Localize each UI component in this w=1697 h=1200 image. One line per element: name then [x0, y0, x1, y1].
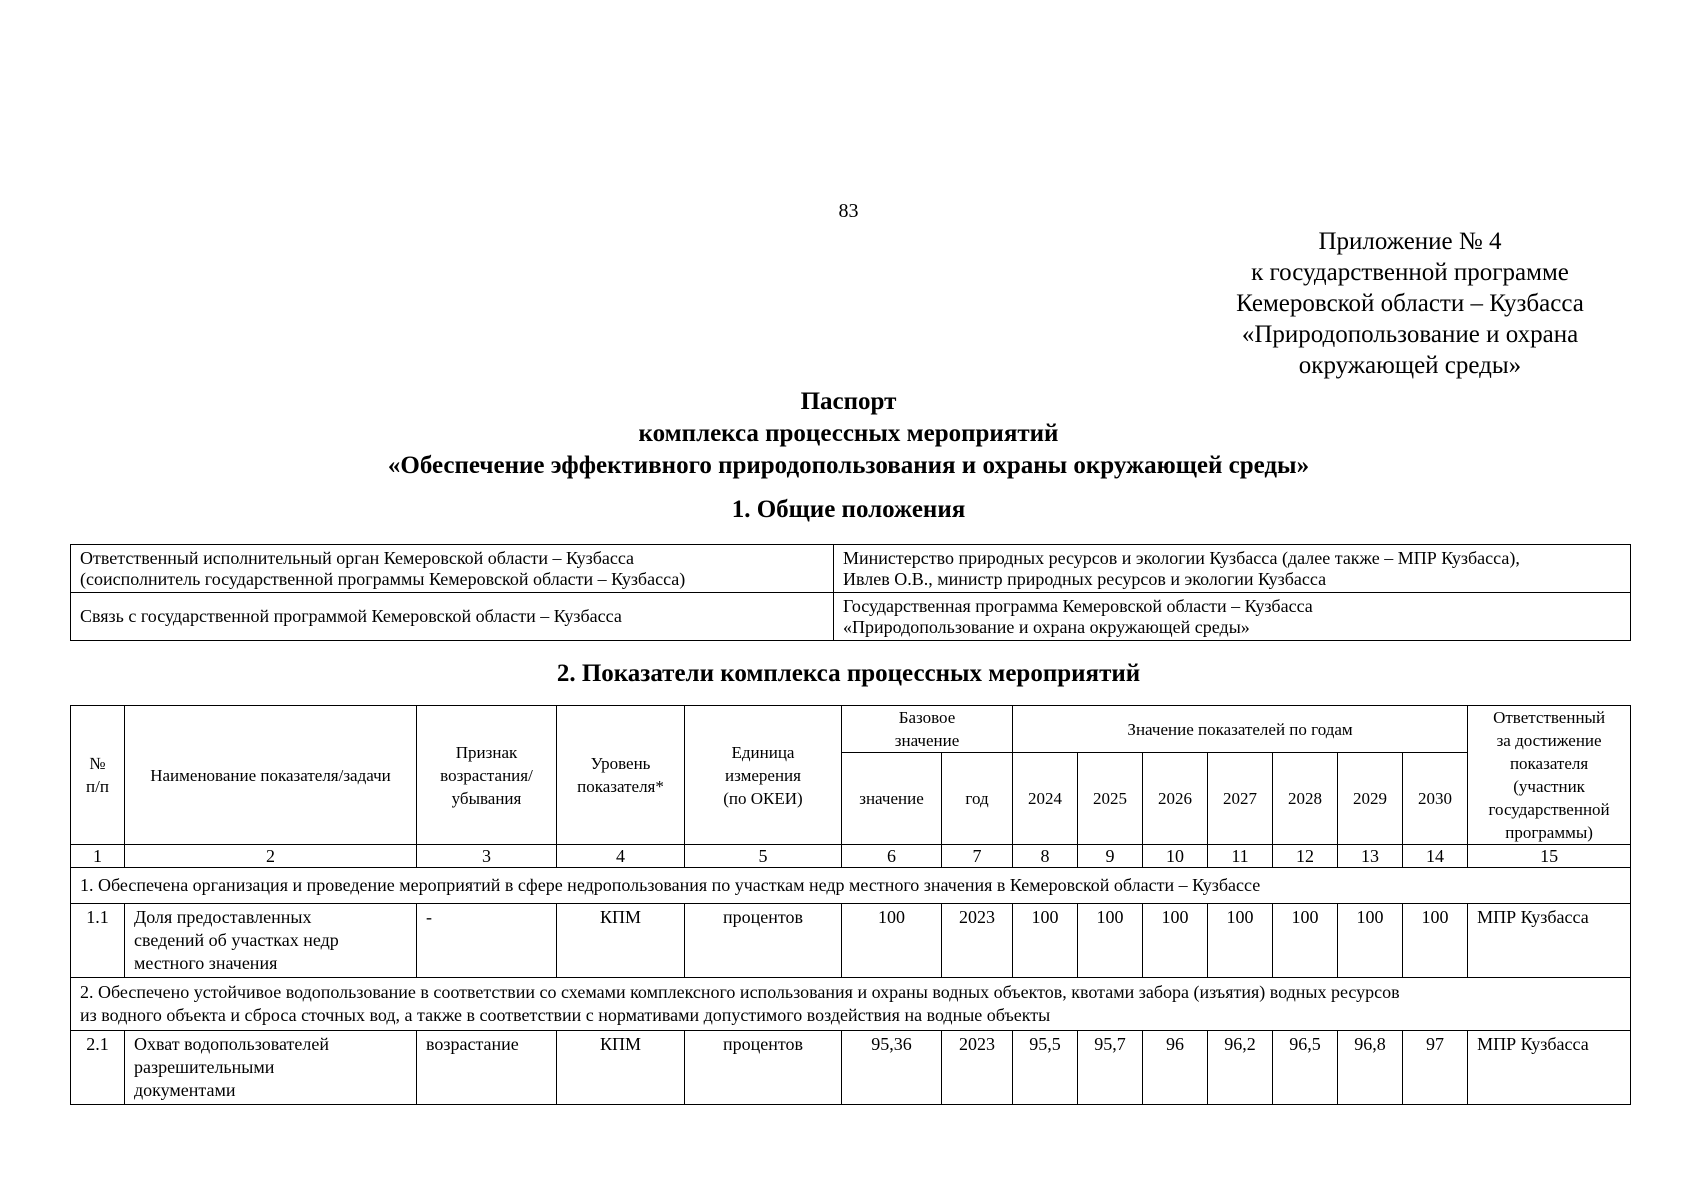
text-line: Базовое [898, 708, 956, 727]
header-years-group: Значение показателей по годам [1013, 706, 1468, 753]
row-name [125, 1031, 417, 1105]
row-name [125, 904, 417, 978]
task-title [71, 978, 1631, 1031]
text-line: сведений об участках недр [134, 930, 339, 950]
text-line: Единица [731, 742, 795, 762]
page-number: 83 [838, 200, 859, 222]
header-year: 2028 [1273, 753, 1338, 845]
column-number: 15 [1468, 845, 1631, 868]
row-base-year: 2023 [942, 1031, 1013, 1105]
text-line: показателя* [577, 777, 664, 796]
row-year-value: 96 [1143, 1031, 1208, 1105]
row-responsible: МПР Кузбасса [1468, 1031, 1631, 1105]
task-row [71, 978, 1631, 1031]
text-line: п/п [86, 777, 109, 796]
header-base-value: значение [842, 753, 942, 845]
row-value [834, 593, 1631, 641]
appendix-line: к государственной программе [1251, 259, 1569, 286]
header-row [71, 706, 1631, 753]
row-base-value: 100 [842, 904, 942, 978]
row-responsible: МПР Кузбасса [1468, 904, 1631, 978]
column-number: 13 [1338, 845, 1403, 868]
task-title: 1. Обеспечена организация и проведение мероприятий в сфере недропользования по участкам недр местного значения в Кемеровской области – Кузбассе [71, 868, 1631, 904]
text-line: № [89, 754, 106, 773]
row-label [71, 545, 834, 593]
row-base-value: 95,36 [842, 1031, 942, 1105]
text-line: Министерство природных ресурсов и экологии Кузбасса (далее также – МПР Кузбасса), [843, 547, 1520, 568]
header-base [842, 706, 1013, 753]
table-row [71, 904, 1631, 978]
row-year-value: 95,5 [1013, 1031, 1078, 1105]
text-line: (соисполнитель государственной программы Кемеровской области – Кузбасса) [80, 568, 686, 589]
text-line: за достижение [1496, 731, 1602, 750]
column-number: 5 [685, 845, 842, 868]
header-year: 2030 [1403, 753, 1468, 845]
header-year: 2029 [1338, 753, 1403, 845]
row-year-value: 100 [1208, 904, 1273, 978]
task-row [71, 868, 1631, 904]
text-line: Доля предоставленных [134, 907, 312, 927]
appendix-line: Приложение № 4 [1318, 228, 1502, 255]
header-name: Наименование показателя/задачи [125, 706, 417, 845]
row-label: Связь с государственной программой Кемеровской области – Кузбасса [71, 593, 834, 641]
row-num: 1.1 [71, 904, 125, 978]
appendix-line: Кемеровской области – Кузбасса [1236, 290, 1584, 317]
row-year-value: 96,5 [1273, 1031, 1338, 1105]
row-sign: возрастание [417, 1031, 557, 1105]
row-year-value: 100 [1078, 904, 1143, 978]
header-num [71, 706, 125, 845]
column-number: 14 [1403, 845, 1468, 868]
text-line: значение [894, 731, 960, 750]
column-number: 6 [842, 845, 942, 868]
row-year-value: 96,2 [1208, 1031, 1273, 1105]
title-line: «Обеспечение эффективного природопользования и охраны окружающей среды» [387, 452, 1310, 479]
header-year: 2026 [1143, 753, 1208, 845]
appendix-line: «Природопользование и охрана [1241, 321, 1579, 348]
section-2-heading: 2. Показатели комплекса процессных мероприятий [556, 660, 1141, 687]
header-year: 2025 [1078, 753, 1143, 845]
header-responsible [1468, 706, 1631, 845]
text-line: Ответственный исполнительный орган Кемеровской области – Кузбасса [80, 547, 635, 568]
row-year-value: 100 [1013, 904, 1078, 978]
row-year-value: 95,7 [1078, 1031, 1143, 1105]
row-level: КПМ [557, 904, 685, 978]
text-line: из водного объекта и сброса сточных вод, а также в соответствии с нормативами допустимого воздействия на водные объекты [80, 1005, 1051, 1025]
row-base-year: 2023 [942, 904, 1013, 978]
row-unit: процентов [685, 904, 842, 978]
text-line: (участник [1513, 777, 1585, 796]
text-line: Ответственный [1493, 708, 1606, 727]
row-year-value: 97 [1403, 1031, 1468, 1105]
row-year-value: 100 [1403, 904, 1468, 978]
text-line: разрешительными [134, 1057, 275, 1077]
text-line: (по ОКЕИ) [723, 788, 803, 808]
title-line: комплекса процессных мероприятий [638, 420, 1059, 447]
header-year: 2027 [1208, 753, 1273, 845]
table-row [71, 1031, 1631, 1105]
column-number: 11 [1208, 845, 1273, 868]
row-year-value: 100 [1338, 904, 1403, 978]
text-line: государственной [1488, 800, 1610, 819]
row-value [834, 545, 1631, 593]
row-level: КПМ [557, 1031, 685, 1105]
title-line: Паспорт [800, 388, 897, 415]
document-title [0, 386, 1697, 482]
appendix-note [1200, 226, 1620, 381]
header-unit [685, 706, 842, 845]
text-line: «Природопользование и охрана окружающей среды» [843, 616, 1250, 637]
column-number-row [71, 845, 1631, 868]
table-row [71, 593, 1631, 641]
text-line: Государственная программа Кемеровской области – Кузбасса [843, 595, 1313, 616]
row-sign: - [417, 904, 557, 978]
column-number: 2 [125, 845, 417, 868]
column-number: 12 [1273, 845, 1338, 868]
header-base-year: год [942, 753, 1013, 845]
column-number: 1 [71, 845, 125, 868]
header-sign [417, 706, 557, 845]
text-line: Ивлев О.В., министр природных ресурсов и экологии Кузбасса [843, 568, 1327, 589]
row-year-value: 96,8 [1338, 1031, 1403, 1105]
header-year: 2024 [1013, 753, 1078, 845]
indicators-table [70, 705, 1631, 1105]
text-line: измерения [725, 765, 801, 785]
row-year-value: 100 [1273, 904, 1338, 978]
text-line: местного значения [134, 953, 278, 973]
row-unit: процентов [685, 1031, 842, 1105]
text-line: 2. Обеспечено устойчивое водопользование в соответствии со схемами комплексного использования и охраны водных объектов, квотами забора (изъятия) водных ресурсов [80, 982, 1400, 1002]
text-line: Признак [455, 742, 518, 762]
section-1-heading: 1. Общие положения [731, 496, 966, 523]
column-number: 4 [557, 845, 685, 868]
column-number: 10 [1143, 845, 1208, 868]
table-row [71, 545, 1631, 593]
appendix-line: окружающей среды» [1298, 352, 1522, 379]
text-line: показателя [1509, 754, 1589, 773]
column-number: 7 [942, 845, 1013, 868]
column-number: 3 [417, 845, 557, 868]
text-line: убывания [451, 788, 522, 808]
text-line: документами [134, 1080, 236, 1100]
text-line: Уровень [590, 754, 651, 773]
text-line: программы) [1505, 823, 1593, 842]
row-num: 2.1 [71, 1031, 125, 1105]
column-number: 8 [1013, 845, 1078, 868]
row-year-value: 100 [1143, 904, 1208, 978]
text-line: Охват водопользователей [134, 1034, 330, 1054]
column-number: 9 [1078, 845, 1143, 868]
general-provisions-table [70, 544, 1631, 641]
header-level [557, 706, 685, 845]
text-line: возрастания/ [440, 765, 533, 785]
